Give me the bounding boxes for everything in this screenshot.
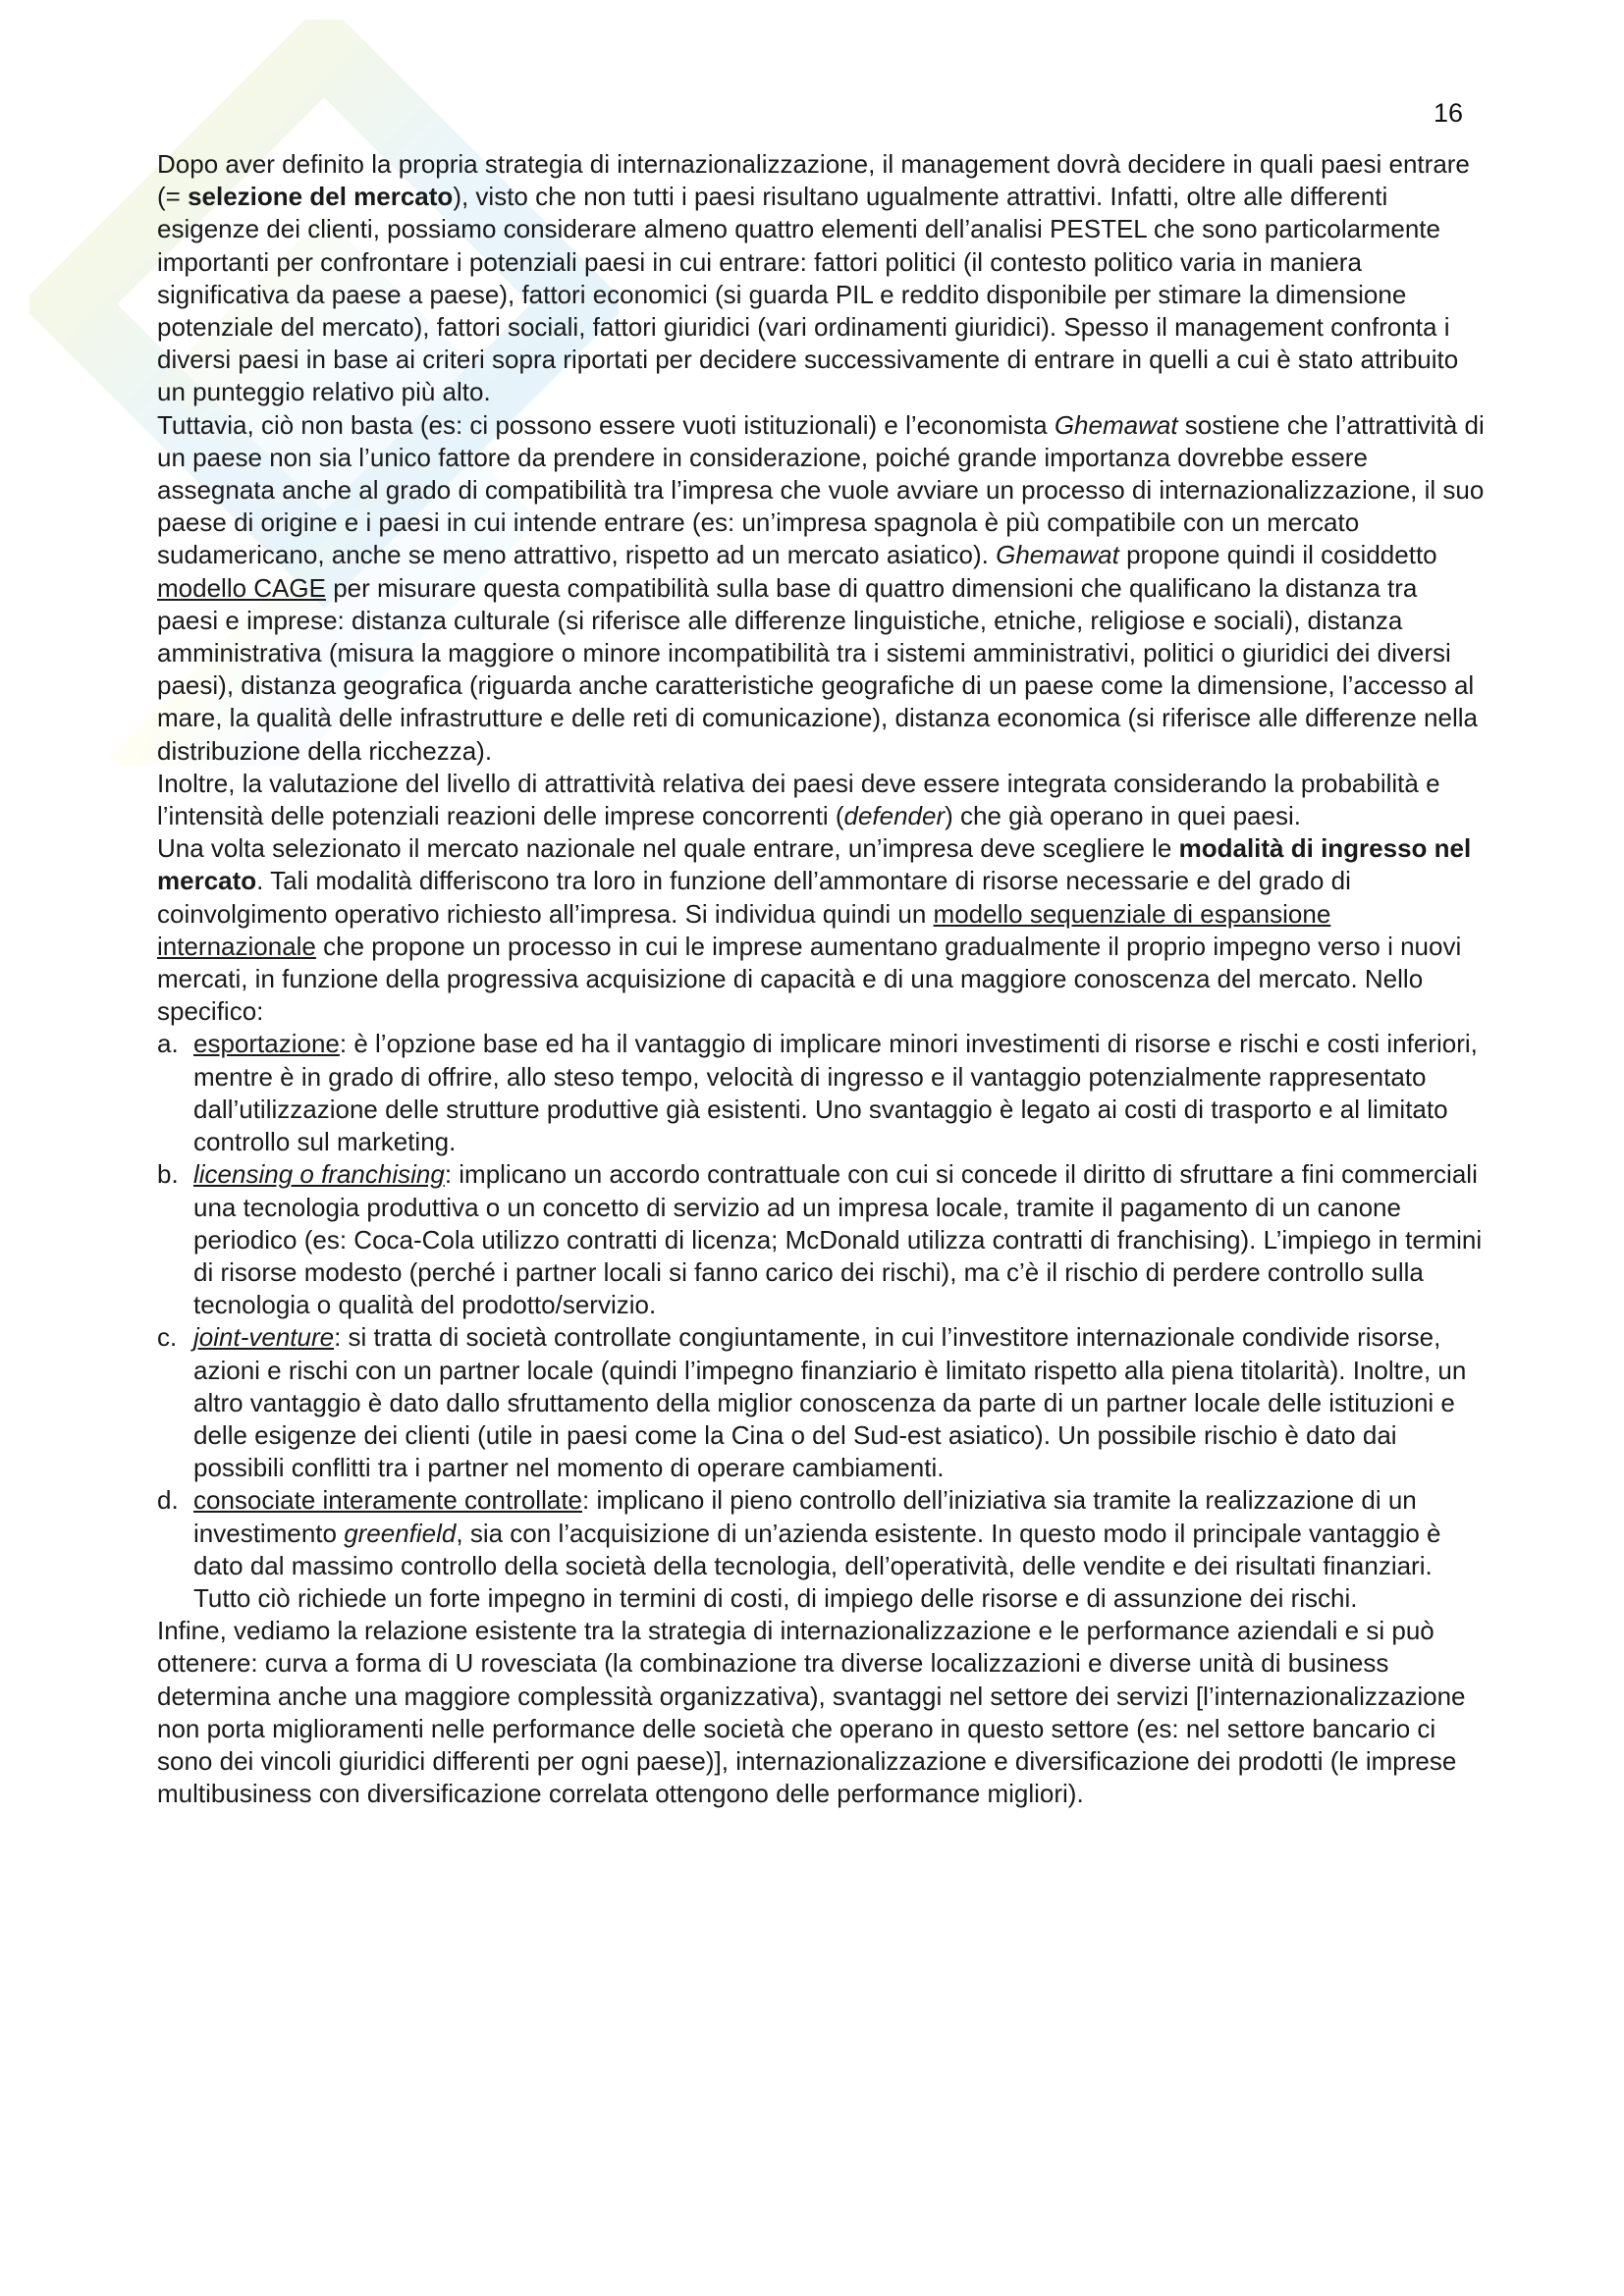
list-item: c. joint-venture: si tratta di società controllate congiuntamente, in cui l’investitore internazionale condivide risorse, azioni e rischi con un partner locale (quindi l’impegno finanziario è limitato rispetto alla piena titolarità). Inoltre, un altro vantaggio è dato dallo sfruttamento della miglior conoscenza da parte di un partner locale delle istituzioni e delle esigenze dei clienti (utile in paesi come la Cina o del Sud-est asiatico). Un possibile rischio è dato dai possibili conflitti tra i partner nel momento di operare cambiamenti. <box>157 1322 1467 1483</box>
list-item: b. licensing o franchising: implicano un accordo contrattuale con cui si concede il diritto di sfruttare a fini commerciali una tecnologia produttiva o un concetto di servizio ad un impresa locale, tramite il pagamento di un canone periodico (es: Coca-Cola utilizzo contratti di licenza; McDonald utilizza contratti di franchising). L’impiego in termini di risorse modesto (perché i partner locali si fanno carico dei rischi), ma c’è il rischio di perdere controllo sulla tecnologia o qualità del prodotto/servizio. <box>157 1159 1483 1320</box>
underlined-term: modello sequenziale di espansione internazionale <box>157 898 1331 961</box>
list-item: d. consociate interamente controllate: implicano il pieno controllo dell’iniziativa sia tramite la realizzazione di un investimento greenfield, sia con l’acquisizione di un’azienda esistente. In questo modo il principale vantaggio è dato dal massimo controllo della società della tecnologia, dell’operatività, delle vendite e dei risultati finanziari. Tutto ciò richiede un forte impegno in termini di costi, di impiego delle risorse e di assunzione dei rischi. <box>157 1485 1441 1613</box>
list-term: consociate interamente controllate <box>193 1485 583 1516</box>
list-term: joint-venture <box>193 1322 335 1353</box>
entry-mode-list <box>157 1028 1485 1615</box>
underlined-term: modello CAGE <box>157 572 326 603</box>
paragraph-market-selection: Dopo aver definito la propria strategia di internazionalizzazione, il management dovrà decidere in quali paesi entrare (= selezione del mercato), visto che non tutti i paesi risultano ugualmente attrattivi. Infatti, oltre alle differenti esigenze dei clienti, possiamo considerare almeno quattro elementi dell’analisi PESTEL che sono particolarmente importanti per confrontare i potenziali paesi in cui entrare: fattori politici (il contesto politico varia in maniera significativa da paese a paese), fattori economici (si guarda PIL e reddito disponibile per stimare la dimensione potenziale del mercato), fattori sociali, fattori giuridici (vari ordinamenti giuridici). Spesso il management confronta i diversi paesi in base ai criteri sopra riportati per decidere successivamente di entrare in quelli a cui è stato attribuito un punteggio relativo più alto. <box>157 149 1470 407</box>
body-text <box>157 148 1485 1810</box>
paragraph-cage-model: Tuttavia, ciò non basta (es: ci possono essere vuoti istituzionali) e l’economista Ghemawat sostiene che l’attrattività di un paese non sia l’unico fattore da prendere in considerazione, poiché grande importanza dovrebbe essere assegnata anche al grado di compatibilità tra l’impresa che vuole avviare un processo di internazionalizzazione, il suo paese di origine e i paesi in cui intende entrare (es: un’impresa spagnola è più compatibile con un mercato sudamericano, anche se meno attrattivo, rispetto ad un mercato asiatico). Ghemawat propone quindi il cosiddetto modello CAGE per misurare questa compatibilità sulla base di quattro dimensioni che qualificano la distanza tra paesi e imprese: distanza culturale (si riferisce alle differenze linguistiche, etniche, religiose e sociali), distanza amministrativa (misura la maggiore o minore incompatibilità tra i sistemi amministrativi, politici o giuridici dei diversi paesi), distanza geografica (riguarda anche caratteristiche geografiche di un paese come la dimensione, l’accesso al mare, la qualità delle infrastrutture e delle reti di comunicazione), distanza economica (si riferisce alle differenze nella distribuzione della ricchezza). <box>157 409 1485 766</box>
list-term: licensing o franchising <box>193 1159 445 1190</box>
paragraph-performance: Infine, vediamo la relazione esistente tra la strategia di internazionalizzazione e le performance aziendali e si può ottenere: curva a forma di U rovesciata (la combinazione tra diverse localizzazioni e diverse unità di business determina anche una maggiore complessità organizzativa), svantaggi nel settore dei servizi [l’internazionalizzazione non porta miglioramenti nelle performance delle società che operano in questo settore (es: nel settore bancario ci sono dei vincoli giuridici differenti per ogni paese)], internazionalizzazione e diversificazione dei prodotti (le imprese multibusiness con diversificazione correlata ottengono delle performance migliori). <box>157 1616 1466 1809</box>
paragraph-entry-modes: Una volta selezionato il mercato nazionale nel quale entrare, un’impresa deve scegliere le modalità di ingresso nel mercato. Tali modalità differiscono tra loro in funzione dell’ammontare di risorse necessarie e del grado di coinvolgimento operativo richiesto all’impresa. Si individua quindi un modello sequenziale di espansione internazionale che propone un processo in cui le imprese aumentano gradualmente il proprio impegno verso i nuovi mercati, in funzione della progressiva acquisizione di capacità e di una maggiore conoscenza del mercato. Nello specifico: <box>157 833 1472 1027</box>
list-item: a. esportazione: è l’opzione base ed ha il vantaggio di implicare minori investimenti di risorse e rischi e costi inferiori, mentre è in grado di offrire, allo steso tempo, velocità di ingresso e il vantaggio potenzialmente rappresentato dall’utilizzazione delle strutture produttive già esistenti. Uno svantaggio è legato ai costi di trasporto e al limitato controllo sul marketing. <box>157 1029 1478 1157</box>
page-number: 16 <box>1434 98 1464 128</box>
paragraph-defender: Inoltre, la valutazione del livello di attrattività relativa dei paesi deve essere integrata considerando la probabilità e l’intensità delle potenziali reazioni delle imprese concorrenti (defender) che già operano in quei paesi. <box>157 768 1440 831</box>
bold-term: selezione del mercato <box>188 182 454 212</box>
list-term: esportazione <box>193 1029 340 1059</box>
bold-term: modalità di ingresso nel mercato <box>157 833 1472 896</box>
